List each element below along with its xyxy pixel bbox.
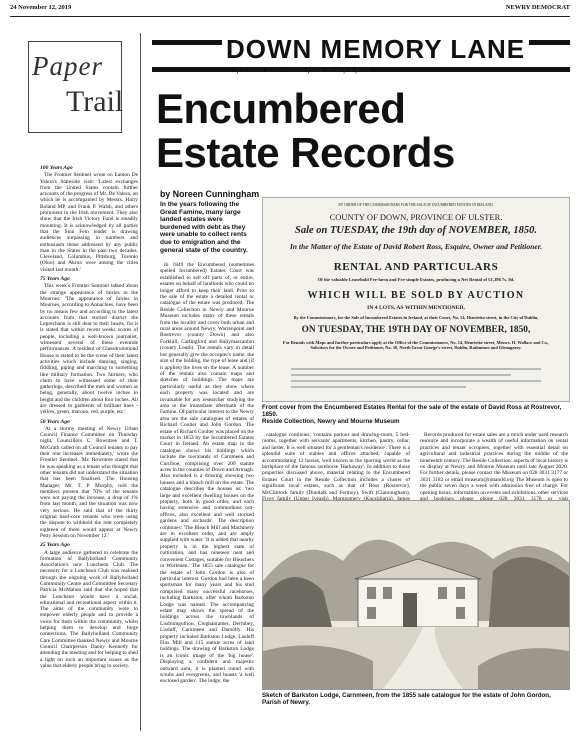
- column-3-text: Records produced for estate sales are a much under used research resource and incorporate a wealth of useful information on rental practices and tenant occupiers, together with essential detail on agricultural and industrial practices during the middle of the nineteenth century. The Reside Collection: aspects of local history is on display at Newry and Mourne Museum until late August 2020. For further details, please contact the Museum on 028 3031 3177 or 3031 3182 or email museum@nmandd.org The Museum is open to the public seven days a week with admission free of charge. For opening hours, information on events and exhibitions, other services: [420, 432, 568, 496]
- entry-text: The Frontier Sentinel wrote on Eamon De Valera's Stateside visit: 'Latest exchanges from the United States contain further accounts of the progress of Mr. De Valera, on which he is accompanied by Messrs. Harry Boland MP, and Frank P. Walsh, and others prominent in the Irish movement. They also show that the Irish Victory Fund is steadily mounting. It is acknowledged by all parties that the Sinn Fein leader is drawing audiences surpassing in numbers and enthusiasm those addressed by any public man in the States in the past two decades. Cleveland, Columbus, Pittsburg, Toronto (Ohio) and Akron were among the cities visited last month.': [40, 172, 138, 273]
- poster-footer: For Rentals with Maps and further particulars apply at the Office of the Commissioners, No. 14, Henrietta-street, Messrs. H. Wallace and Co., Solicitors for the Owner and Petitioner, No. 30, North Great George's-street, Dublin, Rathmines and Glenageary.: [282, 340, 550, 350]
- poster-by-commissioners: By the Commissioners, for the Sale of Incumbered Estates in Ireland, at their Court, No. 14, Henrietta-street, in the City of Dublin,: [293, 315, 539, 320]
- poster-lots: IN 4 LOTS, AS WITHIN MENTIONED,: [367, 305, 465, 311]
- section-subtitle: pictures and stories from Newry's past: [237, 66, 371, 74]
- paper-trail-column: [10, 33, 141, 731]
- poster-caption-block: [262, 404, 568, 426]
- entry-text: This week's Frontier Sentinel talked about the strange appearance of fairies in the Mournes: 'The appearance of fairies in Mournes, according to Annachies, have been by no means few and according to the latest accounts from that storied district the Leprechaun is still dear to their hearts, for it is stated that within recent weeks scores of people, including a well-known journalist, witnessed several of these eventide performances. A resident of Glassdrummond House is stated to be the scene of their latest activities which include dancing, singing, fiddling, piping and marching to something like military formation. Two farmers, who claim to have witnessed some of their gatherings, described the men and women as being, generally, about twelve inches in height and the children about four inches. All are dressed in garments of brilliant lines - yellow, green, maroon, red, purple, etc.': [40, 283, 138, 416]
- page-header: [10, 4, 570, 16]
- byline: by Noreen Cunningham: [160, 189, 260, 199]
- paper-trail-entries: [40, 162, 138, 730]
- entry-heading: 75 Years Ago: [40, 276, 70, 283]
- poster-sold-by-auction: WHICH WILL BE SOLD BY AUCTION: [307, 290, 525, 301]
- poster-caption: Front cover from the Encumbered Estates Rental for the sale of the estate of David Ross at Rostrevor, 1850.: [262, 404, 562, 419]
- entry-text: 'At a stormy meeting of Newry Urban Council Finance Committee on Thursday night, Councillors C. Rowntree and T. McGrath called on all Council tenants to pay their rent increases immediately,' wrote the Frontier Sentinel. 'Mr. Rowntree stated that he was speaking as a tenant who thought that other tenants did not understand the situation that has been finalised. The Housing Manager, Mr. T. P. Murphy, told the members present that 70% of the tenants were not paying the increase, a drop of 1% from last month, and the situation was now very serious. He said that of the thirty original hard-core tenants who were using the dispute to withhold the rent completely eighteen of them would appear at Newry Petty Session on November 12.': [40, 425, 138, 539]
- article-headline: [156, 87, 455, 175]
- poster-sale-date: Sale on TUESDAY, the 19th day of NOVEMBER, 1850.: [294, 225, 538, 236]
- poster-top-note: BY ORDER OF THE COMMISSIONERS FOR THE SALE OF INCUMBERED ESTATES IN IRELAND.: [338, 203, 494, 207]
- logo-word-paper: Paper: [32, 51, 103, 81]
- issue-date: 24 November 12, 2019: [10, 4, 72, 11]
- entry-heading: 50 Years Ago: [40, 418, 70, 425]
- article-column-1: [160, 262, 254, 730]
- entry-heading: 25 Years Ago: [40, 542, 70, 549]
- poster-credit: Reside Collection, Newry and Mourne Museum: [262, 418, 400, 426]
- poster-county: COUNTY OF DOWN, PROVINCE OF ULSTER.: [329, 212, 503, 222]
- poster-matter: In the Matter of the Estate of David Robert Ross, Esquire, Owner and Petitioner.: [289, 242, 543, 251]
- paper-trail-logo: [28, 41, 124, 131]
- headline-line-2: Estate Records: [156, 129, 455, 176]
- estate-rental-poster: [262, 197, 570, 402]
- logo-word-trail: Trail: [66, 85, 124, 118]
- article-lede: In the years following the Great Famine, many large landed estates were burdened with debt as they were unable to collect rents due to emigration and the general state of the country.: [160, 201, 248, 254]
- column-1-text: In 1849 the Encumbered (sometimes spelled Incumbered) Estates Court was established to sell off parts of, or entire, estates on behalf of landlords who could no longer afford to keep their land. Prior to the sale of the estate a detailed rental or catalogue of the estate was produced. The Reside Collection in Newry and Mourne Museum includes many of these rentals from the locality and cover both urban and rural areas around Newry, Warrenpoint and Rostrevor (county Down) and also Forkhill, Carlingford and Ballymascanlon (county Louth). The rentals vary in detail but generally give the occupier's name, the size of the holding, the type of lease and (if it applies) the lives on the lease. A number of the rentals also contain maps and sketches of buildings. The maps are particularly useful as they show where each property was located and are invaluable for any researcher studying the area in the immediate aftermath of the Famine. Of particular interest to the Newry area are the sale catalogues of estates of Richard Coulter and John Gordon. The estate of Richard Coulter was placed on the market in 1853 by the Incumbered Estates Court in Ireland. An estate map in the catalogue shows his holdings which include the townlands of Carnmeen and Curriboe, comprising over 200 statute acres in the counties of Down and Armagh. Also included is a drawing showing two houses and a bleach mill on the estate. The catalogue describes the houses as: 'two large and excellent dwelling houses on the property, both in good order, and each having extensive and commodious out-offices, also excellent and well stocked gardens and orchards'. The description continues: 'The Bleach Mill and Machinery are in excellent order, and are amply supplied with water.' It is added that nearby property is in the highest state of cultivation, and has nineteen neat and convenient Cottages, suitable for Bleachers or Workmen.' The 1855 sale catalogue for the estate of John Gordon is also of particular interest. Gordon had been a keen sportsman for many years and his stud comprised many successful racehorses, including Barkston, after whom Barkston Lodge was named. The accompanying estate map shows the spread of the holdings across the townlands of Lisdrumgullion, Cloghanramer, Derrubey, Lisduff, Carnmeen and Damolly. His property included Barkston Lodge, Lisduff Flax Mill and 115 statute acres of land holdings. The drawing of Barkston Lodge is an iconic image of the 'big house'. Displaying a confident and majestic outward aura, it is planted round with scrubs and evergreens, and boasts 'a well enclosed garden'. The lodge, the: [160, 262, 254, 685]
- headline-line-1: Encumbered: [156, 85, 406, 132]
- article-column-2: [262, 432, 410, 498]
- poster-valuable: Of the valuable Leasehold Fee-farm and Fee-simple Estates, producing a Net Rental of £1,286 7s. 8d.: [317, 277, 515, 282]
- sketch-caption: Sketch of Barkston Lodge, Carnmeen, from the 1855 sale catalogue for the estate of John Gordon, Parish of Newry.: [262, 692, 551, 707]
- poster-rental: RENTAL AND PARTICULARS: [333, 261, 499, 273]
- section-title: DOWN MEMORY LANE: [222, 34, 529, 65]
- column-2-text: catalogue continues, 'contains parlour and drawing-room, 5 bed-rooms, together with servants' apartments, kitchen, pantry, cellar, and larder. It is well situated for a gentleman's residence'. There is a splendid suite of stables and offices attached, capable of accommodating 12 horses, well known in the sporting world as the birthplace of the famous racehorse 'Harkaway'. In addition to those properties discussed above, material relating to the Encumbered Estates Court in the Reside Collection includes a cluster of significant local estates, such as that of Ross (Rostrevor), McClintock family (Dundalk and Fermoy), Swift (Clanrougham),: [262, 432, 410, 496]
- poster-on-tuesday: ON TUESDAY, THE 19TH DAY OF NOVEMBER, 1850,: [301, 325, 531, 335]
- paper-name: NEWRY DEMOCRAT: [505, 4, 570, 11]
- barkston-lodge-sketch: [262, 500, 570, 690]
- lodge-illustration: [263, 501, 569, 689]
- article-column-3: [420, 432, 568, 498]
- header-rule: [10, 16, 570, 17]
- entry-text: A large audience gathered to celebrate the formation of Ballyholland Community Association's new Luncheon Club. The necessity for a Luncheon Club was realised through the ongoing work of Ballyholland Community Centre and Committee Secretary Patricia McMahon said that she hoped that the Luncheon would have a social, educational and recreational aspect within it. The aims of the community were to empower elderly people and to provide a voice for them within the community, whilst helping them to develop and forge connections. The Ballyholland Community Care Committee thanked Newry and Mourne Council Chairperson Danny Kennedy for attending the meeting and for helping to shed a light on such an important issues as the value that elderly people bring to society.: [40, 549, 138, 669]
- entry-heading: 100 Years Ago: [40, 165, 73, 171]
- poster-fine-print: [291, 364, 541, 396]
